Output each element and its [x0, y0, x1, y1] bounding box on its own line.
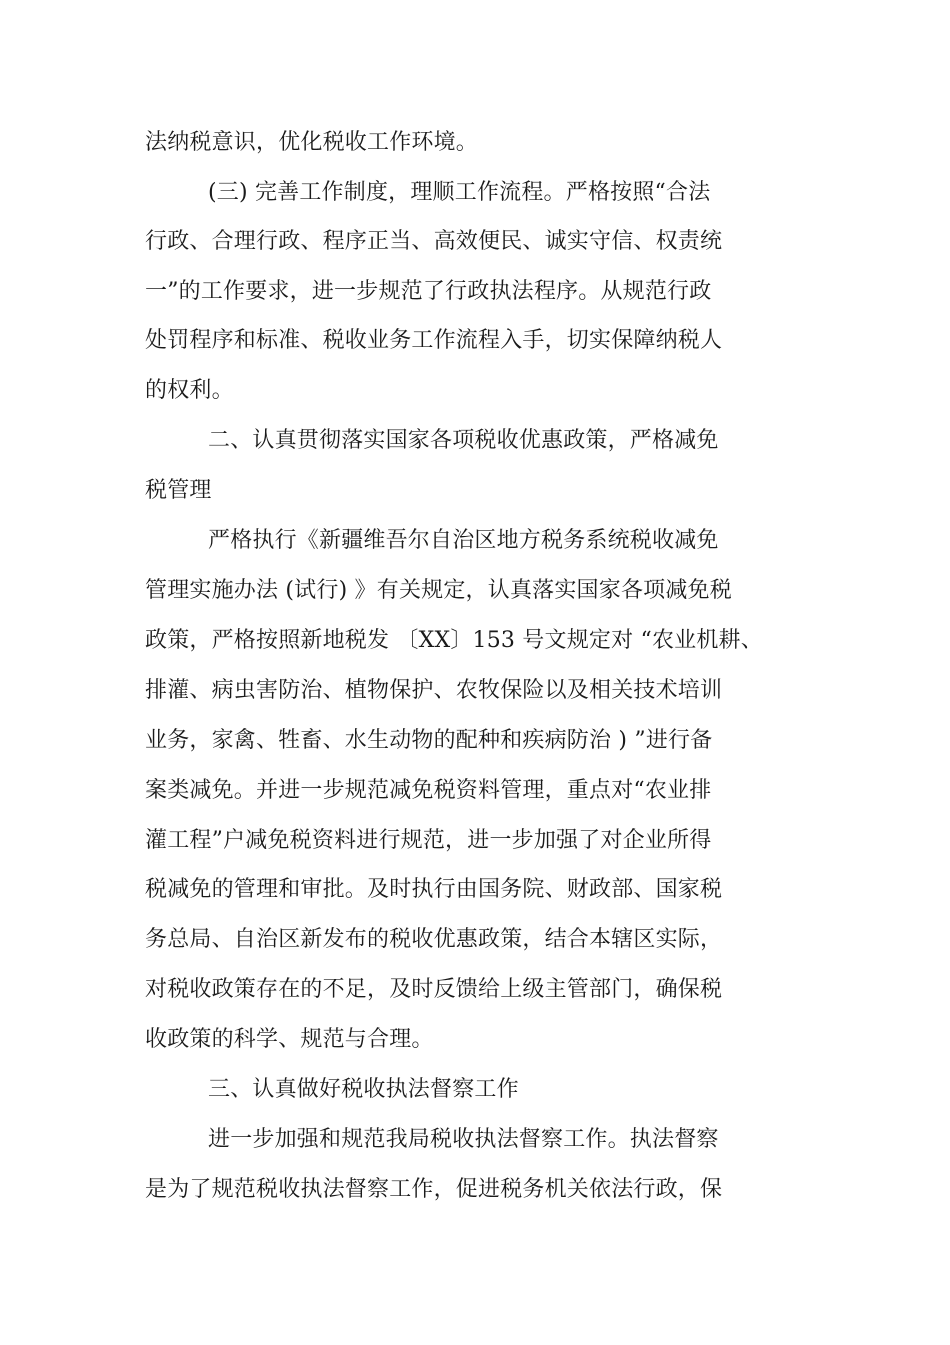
text-line: 是为了规范税收执法督察工作，促进税务机关依法行政，保	[145, 1177, 723, 1202]
text-line: 对税收政策存在的不足，及时反馈给上级主管部门，确保税	[145, 977, 723, 1002]
text-line: 管理实施办法 (试行) 》有关规定，认真落实国家各项减免税	[145, 578, 732, 603]
text-line: 业务，家禽、牲畜、水生动物的配种和疾病防治 ) ”进行备	[145, 728, 713, 753]
text-line: 收政策的科学、规范与合理。	[145, 1027, 434, 1052]
text-line: 灌工程”户减免税资料进行规范，进一步加强了对企业所得	[145, 828, 712, 853]
text-line: 的权利。	[145, 378, 234, 403]
section-heading-3: 三、认真做好税收执法督察工作	[208, 1077, 519, 1102]
text-line: 案类减免。并进一步规范减免税资料管理，重点对“农业排	[145, 778, 712, 803]
text-line: 一”的工作要求，进一步规范了行政执法程序。从规范行政	[145, 279, 712, 304]
text-line: 行政、合理行政、程序正当、高效便民、诚实守信、权责统	[145, 229, 723, 254]
text-line: 务总局、自治区新发布的税收优惠政策，结合本辖区实际，	[145, 927, 723, 952]
section-heading-2: 二、认真贯彻落实国家各项税收优惠政策，严格减免	[208, 428, 719, 453]
text-line: 政策，严格按照新地税发 〔XX〕153 号文规定对 “农业机耕、	[145, 628, 763, 653]
text-line: 税减免的管理和审批。及时执行由国务院、财政部、国家税	[145, 877, 723, 902]
text-line: 排灌、病虫害防治、植物保护、农牧保险以及相关技术培训	[145, 678, 723, 703]
section-heading-3: (三) 完善工作制度，理顺工作流程。严格按照“合法	[208, 180, 711, 205]
paragraph-start: 严格执行《新疆维吾尔自治区地方税务系统税收减免	[208, 528, 719, 553]
text-line: 法纳税意识，优化税收工作环境。	[145, 130, 479, 155]
paragraph-start: 进一步加强和规范我局税收执法督察工作。执法督察	[208, 1127, 719, 1152]
text-line: 税管理	[145, 478, 212, 503]
text-line: 处罚程序和标准、税收业务工作流程入手，切实保障纳税人	[145, 328, 723, 353]
